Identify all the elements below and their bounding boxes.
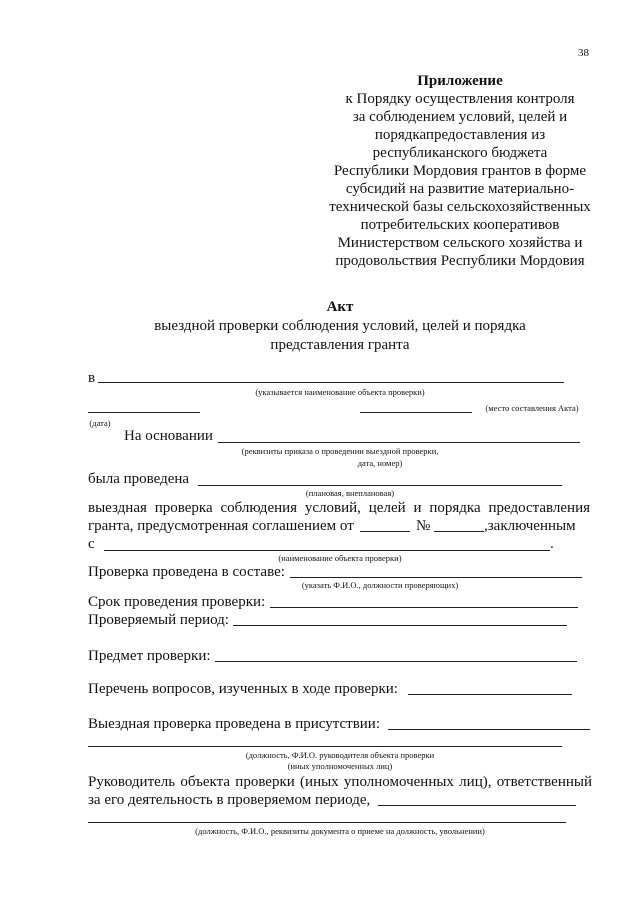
appendix-line: за соблюдением условий, целей и	[352, 109, 568, 125]
date-hint: (дата)	[89, 418, 111, 428]
with-label: с	[88, 536, 95, 552]
appendix-line: потребительских кооперативов	[360, 217, 560, 233]
number-sign: №	[416, 518, 431, 534]
conducted-field[interactable]	[198, 485, 562, 486]
presence-hint: (должность, Ф.И.О. руководителя объекта проверки	[245, 750, 435, 760]
presence-hint: (иных уполномоченных лиц)	[287, 761, 393, 771]
place-field[interactable]	[360, 412, 472, 413]
act-title: Акт	[326, 299, 354, 315]
appendix-line: к Порядку осуществления контроля	[345, 91, 575, 107]
object-name-field[interactable]	[98, 382, 564, 383]
head-field-2[interactable]	[88, 822, 566, 823]
period-field[interactable]	[233, 625, 567, 626]
with-field[interactable]	[104, 550, 550, 551]
composition-label: Проверка проведена в составе:	[88, 564, 285, 580]
composition-field[interactable]	[290, 577, 582, 578]
term-field[interactable]	[270, 607, 578, 608]
basis-field[interactable]	[218, 442, 580, 443]
presence-label: Выездная проверка проведена в присутствии:	[88, 716, 381, 732]
appendix-line: технической базы сельскохозяйственных	[329, 199, 591, 215]
composition-hint: (указать Ф.И.О., должности проверяющих)	[301, 580, 459, 590]
head-line: Руководитель объекта проверки (иных уполномоченных лиц), ответственный	[88, 774, 592, 790]
paragraph-line: выездная проверка соблюдения условий, целей и порядка предоставления	[88, 500, 590, 516]
conducted-hint: (плановая, внеплановая)	[305, 488, 395, 498]
act-subtitle: представления гранта	[270, 337, 410, 353]
act-title-block	[60, 298, 620, 355]
subject-label: Предмет проверки:	[88, 648, 211, 664]
appendix-line: Министерством сельского хозяйства и	[337, 235, 583, 251]
conducted-label: была проведена	[88, 471, 190, 487]
object-name-hint: (указывается наименование объекта проверки)	[255, 387, 425, 397]
appendix-line: Республики Мордовия грантов в форме	[333, 163, 587, 179]
appendix-heading: Приложение	[417, 73, 503, 89]
subject-field[interactable]	[215, 661, 577, 662]
agreement-date-field[interactable]	[360, 531, 410, 532]
with-hint: (наименование объекта проверки)	[278, 553, 402, 563]
with-end: .	[550, 536, 554, 552]
appendix-line: порядкапредоставления из	[374, 127, 546, 143]
appendix-line: субсидий на развитие материально-	[345, 181, 575, 197]
appendix-line: республиканского бюджета	[372, 145, 548, 161]
head-line: за его деятельность в проверяемом периоде,	[88, 792, 371, 808]
basis-hint: (реквизиты приказа о проведении выездной проверки,	[241, 446, 439, 456]
paragraph-line: гранта, предусмотренная соглашением от	[88, 518, 354, 534]
agreement-number-field[interactable]	[434, 531, 484, 532]
date-field[interactable]	[88, 412, 200, 413]
concluded-label: ,заключенным	[484, 518, 576, 534]
page-number: 38	[578, 47, 589, 59]
head-field[interactable]	[378, 805, 576, 806]
in-label: в	[88, 370, 96, 386]
act-subtitle: выездной проверки соблюдения условий, целей и порядка	[154, 318, 526, 334]
appendix-line: продовольствия Республики Мордовия	[335, 253, 585, 269]
place-hint: (место составления Акта)	[485, 403, 579, 413]
head-hint: (должность, Ф.И.О., реквизиты документа о приеме на должность, увольнении)	[195, 826, 485, 836]
appendix-block	[300, 72, 620, 270]
questions-field[interactable]	[408, 694, 572, 695]
period-label: Проверяемый период:	[88, 612, 229, 628]
questions-label: Перечень вопросов, изученных в ходе проверки:	[88, 681, 398, 697]
presence-field[interactable]	[388, 729, 590, 730]
basis-hint: дата, номер)	[357, 458, 403, 468]
term-label: Срок проведения проверки:	[88, 594, 266, 610]
basis-label: На основании	[124, 428, 213, 444]
presence-field-2[interactable]	[88, 746, 562, 747]
